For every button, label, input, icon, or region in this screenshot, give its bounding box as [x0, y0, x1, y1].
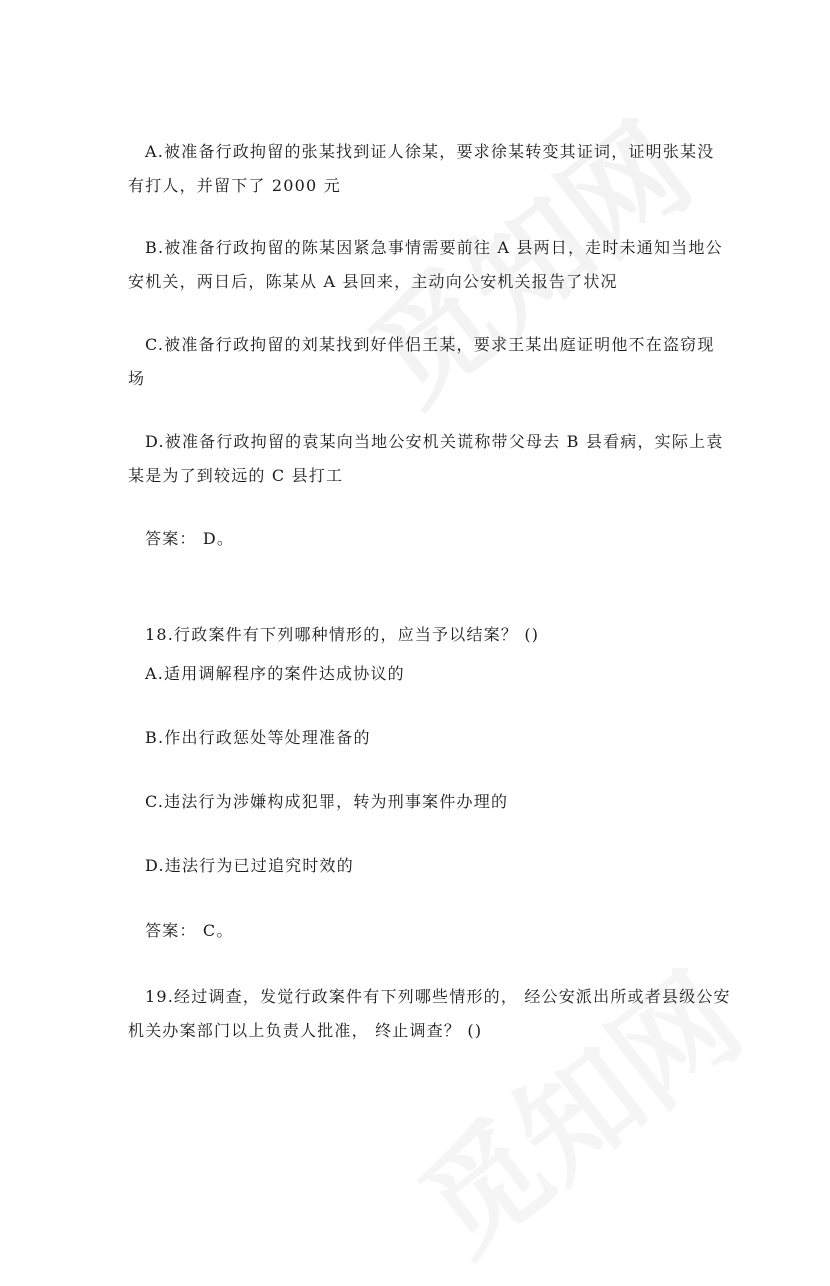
q17-option-a-line2: 有打人，并留下了 2000 元 [128, 176, 341, 195]
q17-option-b-line1: B.被准备行政拘留的陈某因紧急事情需要前往 A 县两日，走时未通知当地公 [145, 238, 723, 257]
q19-question-line1: 19.经过调查，发觉行政案件有下列哪些情形的， 经公安派出所或者县级公安 [145, 987, 731, 1006]
q17-option-a-line1: A.被准备行政拘留的张某找到证人徐某，要求徐某转变其证词，证明张某没 [145, 142, 715, 161]
q18-answer: 答案： C。 [145, 921, 234, 940]
q17-option-c-line2: 场 [128, 369, 146, 388]
q17-option-d-line1: D.被准备行政拘留的袁某向当地公安机关谎称带父母去 B 县看病，实际上袁 [145, 432, 724, 451]
q18-option-a: A.适用调解程序的案件达成协议的 [145, 664, 405, 683]
q18-option-d: D.违法行为已过追究时效的 [145, 856, 354, 875]
q18-option-b: B.作出行政惩处等处理准备的 [145, 728, 371, 747]
q18-question: 18.行政案件有下列哪种情形的，应当予以结案？ () [145, 625, 540, 644]
q19-question-line2: 机关办案部门以上负责人批准， 终止调查？ () [128, 1021, 483, 1040]
q17-option-d-line2: 某是为了到较远的 C 县打工 [128, 466, 344, 485]
q17-answer: 答案： D。 [145, 529, 235, 548]
watermark-logo-bottom [380, 928, 770, 1285]
q17-option-c-line1: C.被准备行政拘留的刘某找到好伴侣王某，要求王某出庭证明他不在盗窃现 [145, 335, 715, 354]
q18-option-c: C.违法行为涉嫌构成犯罪，转为刑事案件办理的 [145, 792, 509, 811]
q17-option-b-line2: 安机关，两日后，陈某从 A 县回来，主动向公安机关报告了状况 [128, 272, 618, 291]
